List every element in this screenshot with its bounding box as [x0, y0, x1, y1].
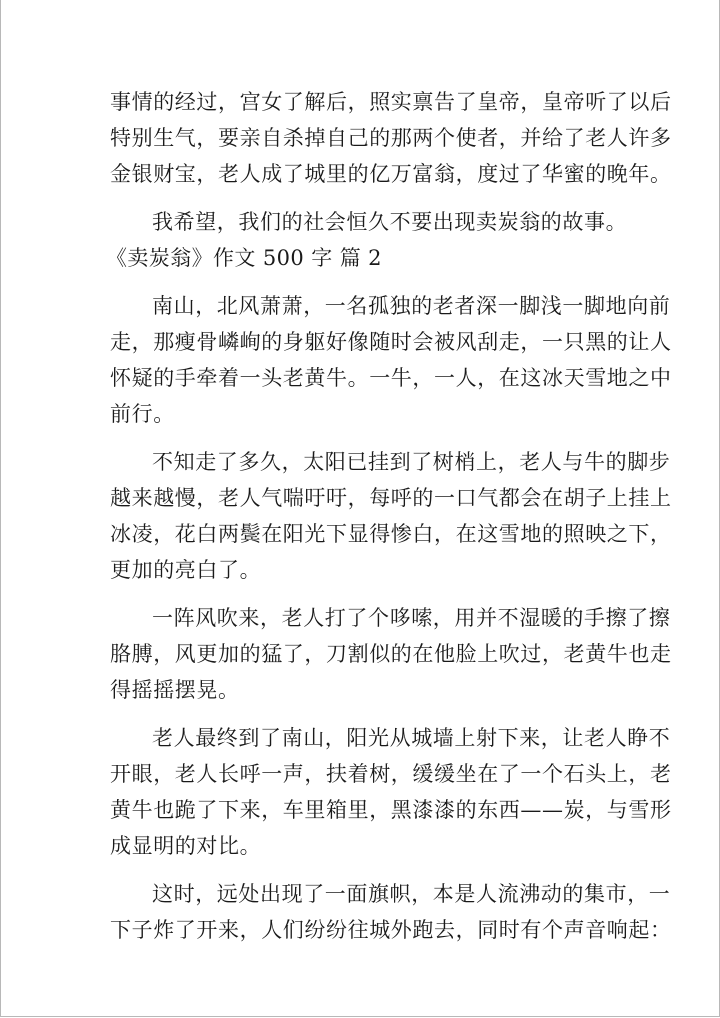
text-line: 越来越慢，老人气喘吁吁，每呼的一口气都会在胡子上挂上: [110, 486, 672, 510]
text-line: 走，那瘦骨嶙峋的身躯好像随时会被风刮走，一只黑的让人: [110, 330, 672, 354]
text-line: 黄牛也跪了下来，车里箱里，黑漆漆的东西——炭，与雪形: [110, 798, 672, 822]
text-line: 冰凌，花白两鬓在阳光下显得惨白，在这雪地的照映之下，: [110, 522, 672, 546]
text-line: 特别生气，要亲自杀掉自己的那两个使者，并给了老人许多: [110, 126, 672, 150]
text-line: 这时，远处出现了一面旗帜，本是人流沸动的集市，一: [152, 882, 671, 906]
document-body: [106, 84, 672, 948]
text-line: 怀疑的手牵着一头老黄牛。一牛，一人，在这冰天雪地之中: [110, 366, 672, 390]
paragraph-2: [110, 444, 672, 588]
text-line: 得摇摇摆晃。: [110, 678, 240, 702]
text-line: 前行。: [110, 402, 175, 426]
paragraph-4: [110, 720, 672, 864]
text-line: 胳膊，风更加的猛了，刀割似的在他脸上吹过，老黄牛也走: [110, 642, 672, 666]
text-line: 老人最终到了南山，阳光从城墙上射下来，让老人睁不: [152, 726, 671, 750]
text-line: 一阵风吹来，老人打了个哆嗦，用并不湿暖的手擦了擦: [152, 606, 671, 630]
paragraph-1: [110, 288, 672, 432]
text-line: 更加的亮白了。: [110, 558, 262, 582]
text-line: 金银财宝，老人成了城里的亿万富翁，度过了华蜜的晚年。: [110, 162, 672, 186]
text-line: 下子炸了开来，人们纷纷往城外跑去，同时有个声音响起：: [110, 918, 672, 942]
text-line: 事情的经过，宫女了解后，照实禀告了皇帝，皇帝听了以后: [110, 90, 672, 114]
paragraph-3: [110, 600, 672, 708]
text-line: 不知走了多久，太阳已挂到了树梢上，老人与牛的脚步: [152, 450, 671, 474]
closing-line: 我希望，我们的社会恒久不要出现卖炭翁的故事。: [152, 210, 628, 234]
text-line: 南山，北风萧萧，一名孤独的老者深一脚浅一脚地向前: [152, 294, 671, 318]
paragraph-5: [110, 876, 672, 948]
text-line: 开眼，老人长呼一声，扶着树，缓缓坐在了一个石头上，老: [110, 762, 672, 786]
section-title: 《卖炭翁》作文 500 字 篇 2: [106, 246, 382, 270]
text-line: 成显明的对比。: [110, 834, 262, 858]
intro-paragraph: [110, 84, 672, 192]
